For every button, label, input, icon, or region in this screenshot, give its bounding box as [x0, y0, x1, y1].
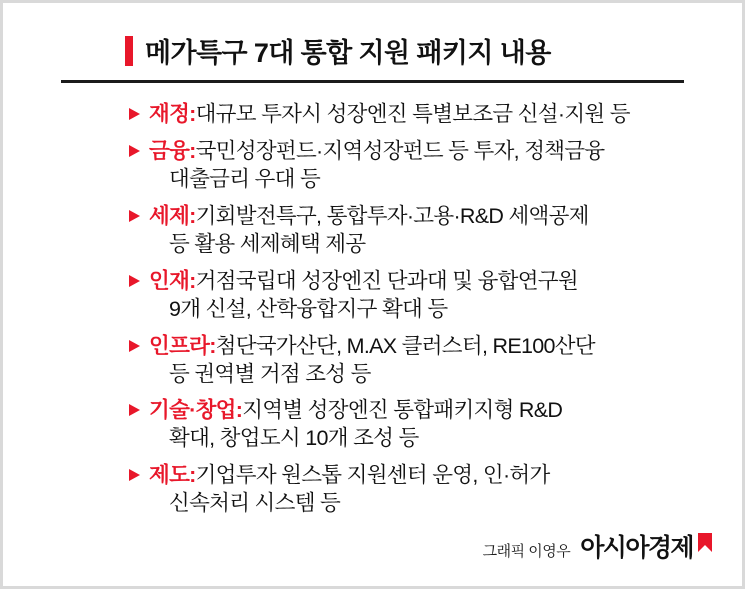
list-item-rest: 기회발전특구, 통합투자·고용·R&D 세액공제 [195, 203, 589, 228]
brand-logo-text: 아시아경제 [580, 534, 693, 562]
list-item-body [149, 397, 562, 453]
list-item-continuation: 등 활용 세제혜택 제공 [169, 231, 366, 256]
triangle-right-icon [129, 145, 145, 157]
title-divider [61, 80, 684, 83]
list-item-lead: 인프라: [149, 333, 216, 358]
list-item-rest: 지역별 성장엔진 통합패키지형 R&D [242, 398, 563, 423]
list-item [129, 397, 686, 453]
list-item [129, 101, 686, 129]
list-item-rest: 거점국립대 성장엔진 단과대 및 융합연구원 [195, 268, 578, 293]
list-item [129, 333, 686, 389]
list-item [129, 203, 686, 259]
triangle-right-icon [129, 340, 145, 352]
list-item-body [149, 333, 595, 389]
list-item [129, 138, 686, 194]
list-item-rest: 기업투자 원스톱 지원센터 운영, 인·허가 [195, 463, 550, 488]
list-item-rest: 국민성장펀드·지역성장펀드 등 투자, 정책금융 [195, 138, 605, 163]
list-item-continuation: 신속처리 시스템 등 [169, 491, 341, 516]
list-item-continuation: 확대, 창업도시 10개 조성 등 [169, 426, 419, 451]
list-item-rest: 첨단국가산단, M.AX 클러스터, RE100산단 [215, 333, 595, 358]
list-item-body [149, 268, 578, 324]
card-inner [3, 3, 742, 586]
list-item-continuation: 대출금리 우대 등 [169, 166, 321, 191]
triangle-right-icon [129, 108, 145, 120]
footer [483, 528, 712, 564]
triangle-right-icon [129, 469, 145, 481]
list-item-body [149, 203, 589, 259]
list-item-continuation: 등 권역별 거점 조성 등 [169, 361, 371, 386]
list-item-body [149, 101, 630, 129]
list-item-lead: 기술·창업: [149, 398, 243, 423]
graphic-credit: 그래픽 이영우 [482, 543, 571, 560]
title-accent-bar [125, 36, 133, 66]
list-item-lead: 세제: [149, 203, 196, 228]
list-item-lead: 인재: [149, 268, 196, 293]
page-title [33, 31, 712, 70]
title-text: 메가특구 7대 통합 지원 패키지 내용 [145, 38, 551, 68]
list-item-continuation: 9개 신설, 산학융합지구 확대 등 [169, 296, 448, 321]
brand-logo [580, 528, 712, 564]
list-item-lead: 제도: [149, 463, 196, 488]
list-item [129, 462, 686, 518]
list-item-body [149, 138, 604, 194]
list-item [129, 268, 686, 324]
triangle-right-icon [129, 210, 145, 222]
list-item-rest: 대규모 투자시 성장엔진 특별보조금 신설·지원 등 [195, 102, 630, 126]
list-item-lead: 금융: [149, 138, 196, 163]
support-package-list [33, 101, 712, 518]
list-item-lead: 재정: [149, 102, 196, 126]
triangle-right-icon [129, 275, 145, 287]
asiae-flag-icon [698, 533, 712, 557]
triangle-right-icon [129, 404, 145, 416]
list-item-body [149, 462, 550, 518]
